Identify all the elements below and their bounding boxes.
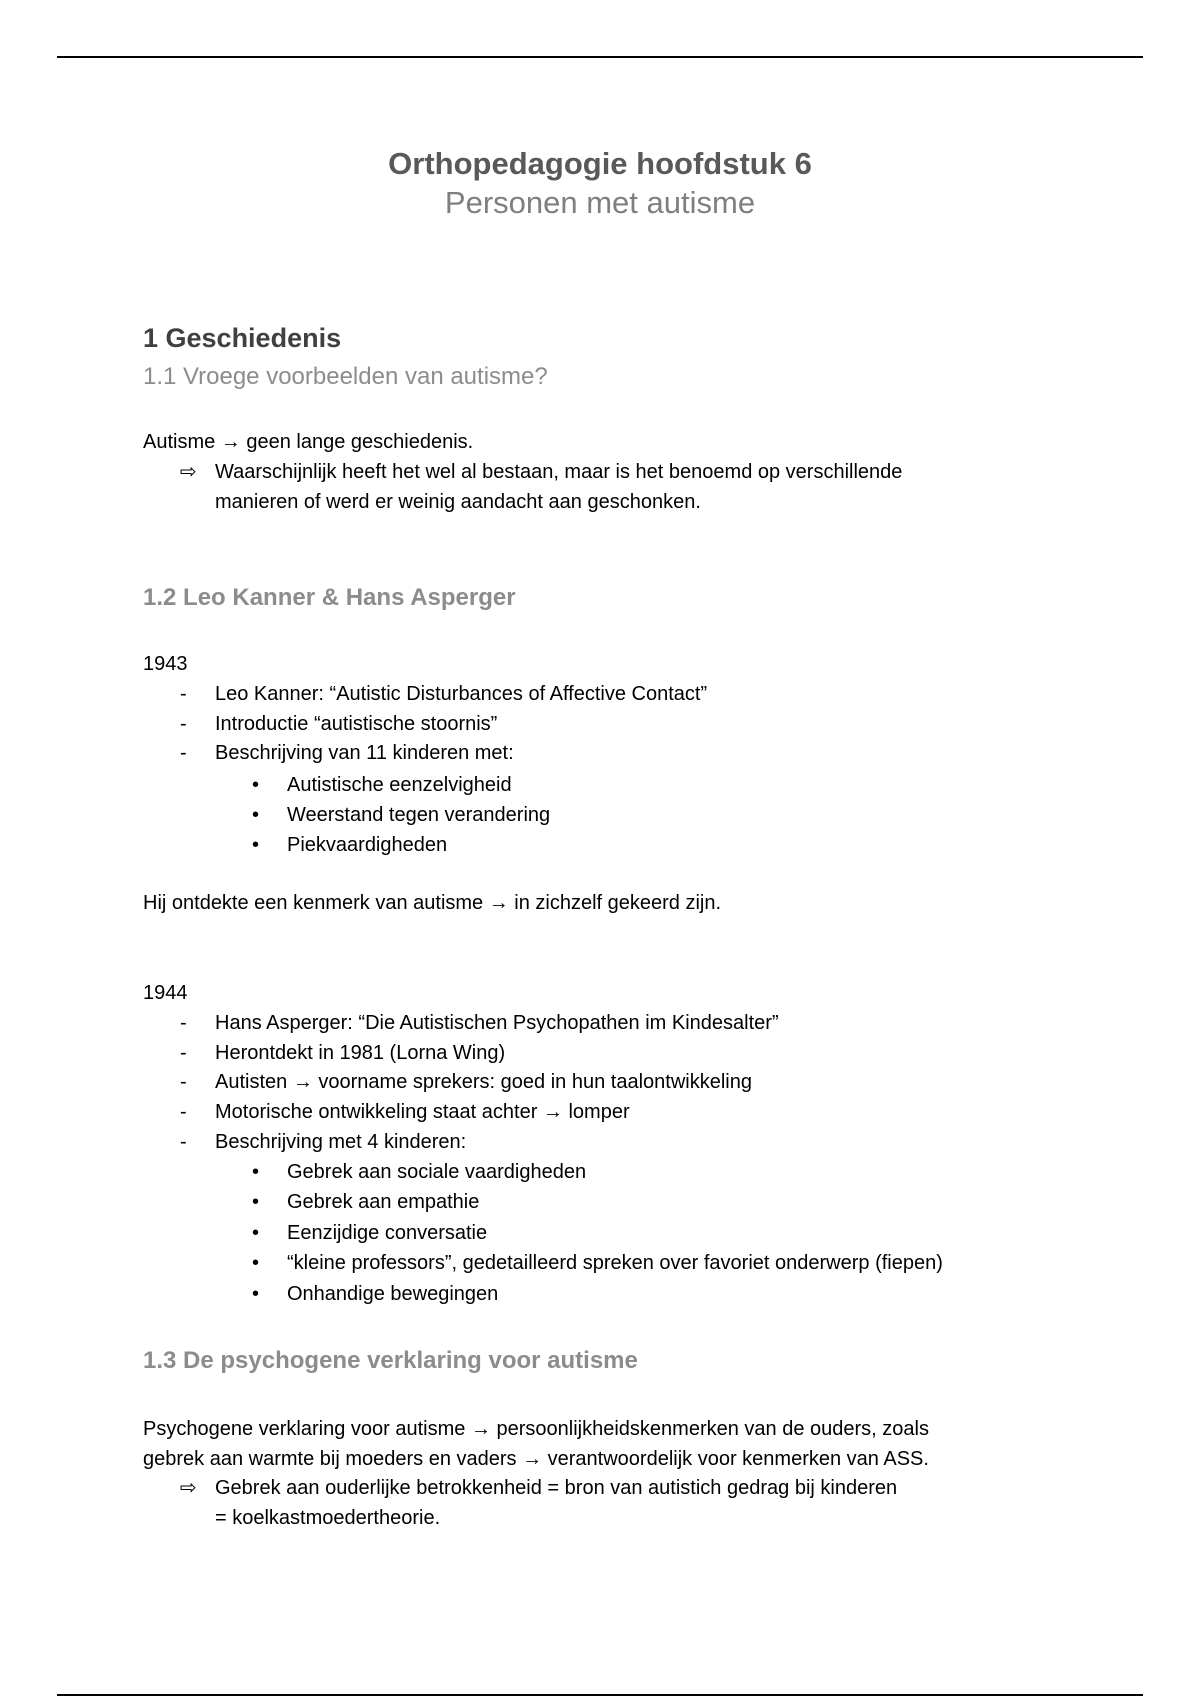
- bullet-item: Gebrek aan sociale vaardigheden: [287, 1161, 587, 1183]
- bullet-marker: •: [252, 804, 260, 826]
- subsection-heading-1-3: 1.3 De psychogene verklaring voor autisme: [143, 1347, 638, 1374]
- arrow-icon: ⇨: [180, 1477, 197, 1499]
- list-item: Herontdekt in 1981 (Lorna Wing): [215, 1042, 506, 1064]
- arrow-item-line: = koelkastmoedertheorie.: [215, 1507, 441, 1529]
- list-item: Motorische ontwikkeling staat achter → lomper: [215, 1101, 630, 1123]
- document-title: Orthopedagogie hoofdstuk 6: [388, 146, 812, 181]
- dash-marker: -: [180, 713, 187, 735]
- bullet-marker: •: [252, 1222, 260, 1244]
- bullet-marker: •: [252, 1283, 260, 1305]
- arrow-item-line: Waarschijnlijk heeft het wel al bestaan, maar is het benoemd op verschillende: [215, 461, 903, 483]
- bullet-marker: •: [252, 1252, 260, 1274]
- dash-marker: -: [180, 1131, 187, 1153]
- arrow-item-line: manieren of werd er weinig aandacht aan geschonken.: [215, 491, 701, 513]
- bullet-item: Eenzijdige conversatie: [287, 1222, 488, 1244]
- list-item: Introductie “autistische stoornis”: [215, 713, 498, 735]
- year-label: 1944: [143, 982, 188, 1004]
- document-subtitle: Personen met autisme: [444, 185, 756, 220]
- bullet-marker: •: [252, 1161, 260, 1183]
- bullet-marker: •: [252, 774, 260, 796]
- bullet-item: Autistische eenzelvigheid: [287, 774, 512, 796]
- bullet-item: Onhandige bewegingen: [287, 1283, 499, 1305]
- paragraph-conclusion: Hij ontdekte een kenmerk van autisme → in zichzelf gekeerd zijn.: [143, 892, 722, 914]
- subsection-heading-1-1: 1.1 Vroege voorbeelden van autisme?: [143, 363, 548, 390]
- paragraph-intro: Autisme → geen lange geschiedenis.: [143, 431, 474, 453]
- bottom-rule: [57, 1694, 1143, 1696]
- list-item: Hans Asperger: “Die Autistischen Psychopathen im Kindesalter”: [215, 1012, 779, 1034]
- arrow-item-line: Gebrek aan ouderlijke betrokkenheid = bron van autistich gedrag bij kinderen: [215, 1477, 898, 1499]
- list-item: Beschrijving van 11 kinderen met:: [215, 742, 514, 764]
- paragraph-line: Psychogene verklaring voor autisme → persoonlijkheidskenmerken van de ouders, zoals: [143, 1418, 929, 1440]
- dash-marker: -: [180, 742, 187, 764]
- dash-marker: -: [180, 1071, 187, 1093]
- dash-marker: -: [180, 1042, 187, 1064]
- year-label: 1943: [143, 653, 188, 675]
- list-item: Leo Kanner: “Autistic Disturbances of Affective Contact”: [215, 683, 708, 705]
- subsection-heading-1-2: 1.2 Leo Kanner & Hans Asperger: [143, 584, 516, 611]
- title-block: [0, 145, 1200, 223]
- section-heading: 1 Geschiedenis: [143, 323, 342, 353]
- dash-marker: -: [180, 1101, 187, 1123]
- bullet-marker: •: [252, 834, 260, 856]
- dash-marker: -: [180, 1012, 187, 1034]
- bullet-item: “kleine professors”, gedetailleerd spreken over favoriet onderwerp (fiepen): [287, 1252, 943, 1274]
- paragraph-line: gebrek aan warmte bij moeders en vaders → verantwoordelijk voor kenmerken van ASS.: [143, 1448, 929, 1470]
- bullet-item: Piekvaardigheden: [287, 834, 448, 856]
- list-item: Autisten → voorname sprekers: goed in hun taalontwikkeling: [215, 1071, 752, 1093]
- list-item: Beschrijving met 4 kinderen:: [215, 1131, 467, 1153]
- arrow-icon: ⇨: [180, 461, 197, 483]
- bullet-item: Weerstand tegen verandering: [287, 804, 551, 826]
- bullet-item: Gebrek aan empathie: [287, 1191, 480, 1213]
- dash-marker: -: [180, 683, 187, 705]
- bullet-marker: •: [252, 1191, 260, 1213]
- top-rule: [57, 56, 1143, 58]
